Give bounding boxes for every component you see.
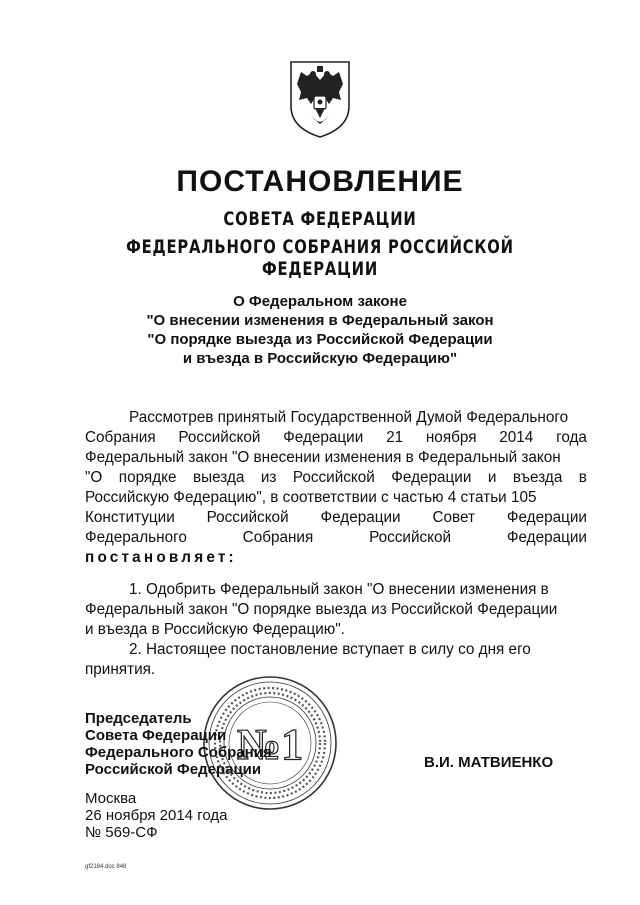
word: въезда (512, 469, 563, 486)
heading-line: О Федеральном законе (233, 293, 407, 310)
word: "О (85, 469, 103, 486)
word: из (260, 469, 277, 486)
heading-line: "О внесении изменения в Федеральный закон (146, 312, 494, 329)
word: порядке (118, 469, 177, 486)
signature-block (85, 710, 272, 778)
preamble-line (85, 528, 587, 548)
word: Федерации (320, 509, 401, 526)
word: в (578, 469, 587, 486)
word: выезда (192, 469, 245, 486)
signature-title-line: Российской Федерации (85, 761, 262, 778)
word: Российской (292, 469, 375, 486)
preamble-line (85, 508, 587, 528)
item-2-line: принятия. (85, 661, 156, 678)
signature-title-line: Совета Федерации (85, 727, 227, 744)
word: Федерации (283, 429, 364, 446)
word: ноября (425, 429, 477, 446)
city: Москва (85, 790, 137, 807)
word: Федерального (85, 529, 187, 546)
document-heading (0, 292, 640, 368)
preamble-line: Рассмотрев принятый Государственной Думой Федерального (129, 409, 569, 426)
document-subtitle-1: СОВЕТА ФЕДЕРАЦИИ (223, 208, 417, 230)
document-title: ПОСТАНОВЛЕНИЕ (176, 165, 464, 198)
word: Российской (369, 529, 452, 546)
word: Российской (178, 429, 261, 446)
place-date-number (85, 790, 227, 841)
word: Федерации (391, 469, 472, 486)
word: года (556, 429, 587, 446)
document-number: № 569-СФ (85, 824, 158, 841)
file-code: gf2184.doc 848 (85, 864, 127, 870)
word: 21 (386, 429, 404, 446)
document-subtitle-2: ФЕДЕРАЛЬНОГО СОБРАНИЯ РОССИЙСКОЙ ФЕДЕРАЦИИ (126, 236, 514, 280)
word: Собрания (242, 529, 314, 546)
word: Российской (206, 509, 289, 526)
item-2-line: 2. Настоящее постановление вступает в силу со дня его (129, 641, 531, 658)
word: Федерации (506, 529, 587, 546)
preamble-line: Российскую Федерацию", в соответствии с частью 4 статьи 105 (85, 489, 537, 506)
seal-number: №1 (236, 720, 304, 769)
word: Конституции (85, 509, 175, 526)
preamble-line: Федеральный закон "О внесении изменения в Федеральный закон (85, 449, 561, 466)
word: 2014 (499, 429, 534, 446)
item-1-line: Федеральный закон "О порядке выезда из Российской Федерации (85, 601, 558, 618)
date: 26 ноября 2014 года (85, 807, 228, 824)
signature-title-line: Федерального Собрания (85, 744, 272, 761)
item-1-line: и въезда в Российскую Федерацию". (85, 621, 345, 638)
word: Совет (432, 509, 475, 526)
document-body (85, 408, 587, 680)
word: Собрания (85, 429, 156, 446)
signatory-name: В.И. МАТВИЕНКО (424, 754, 554, 771)
coat-of-arms-icon (287, 58, 353, 140)
word: и (487, 469, 497, 486)
decree-word: постановляет: (85, 549, 237, 566)
preamble-line (85, 428, 587, 448)
signature-title-line: Председатель (85, 710, 192, 727)
heading-line: "О порядке выезда из Российской Федерации (147, 331, 493, 348)
preamble-line (85, 468, 587, 488)
heading-line: и въезда в Российскую Федерацию" (182, 350, 458, 367)
word: Федерации (506, 509, 587, 526)
item-1-line: 1. Одобрить Федеральный закон "О внесении изменения в (129, 581, 549, 598)
